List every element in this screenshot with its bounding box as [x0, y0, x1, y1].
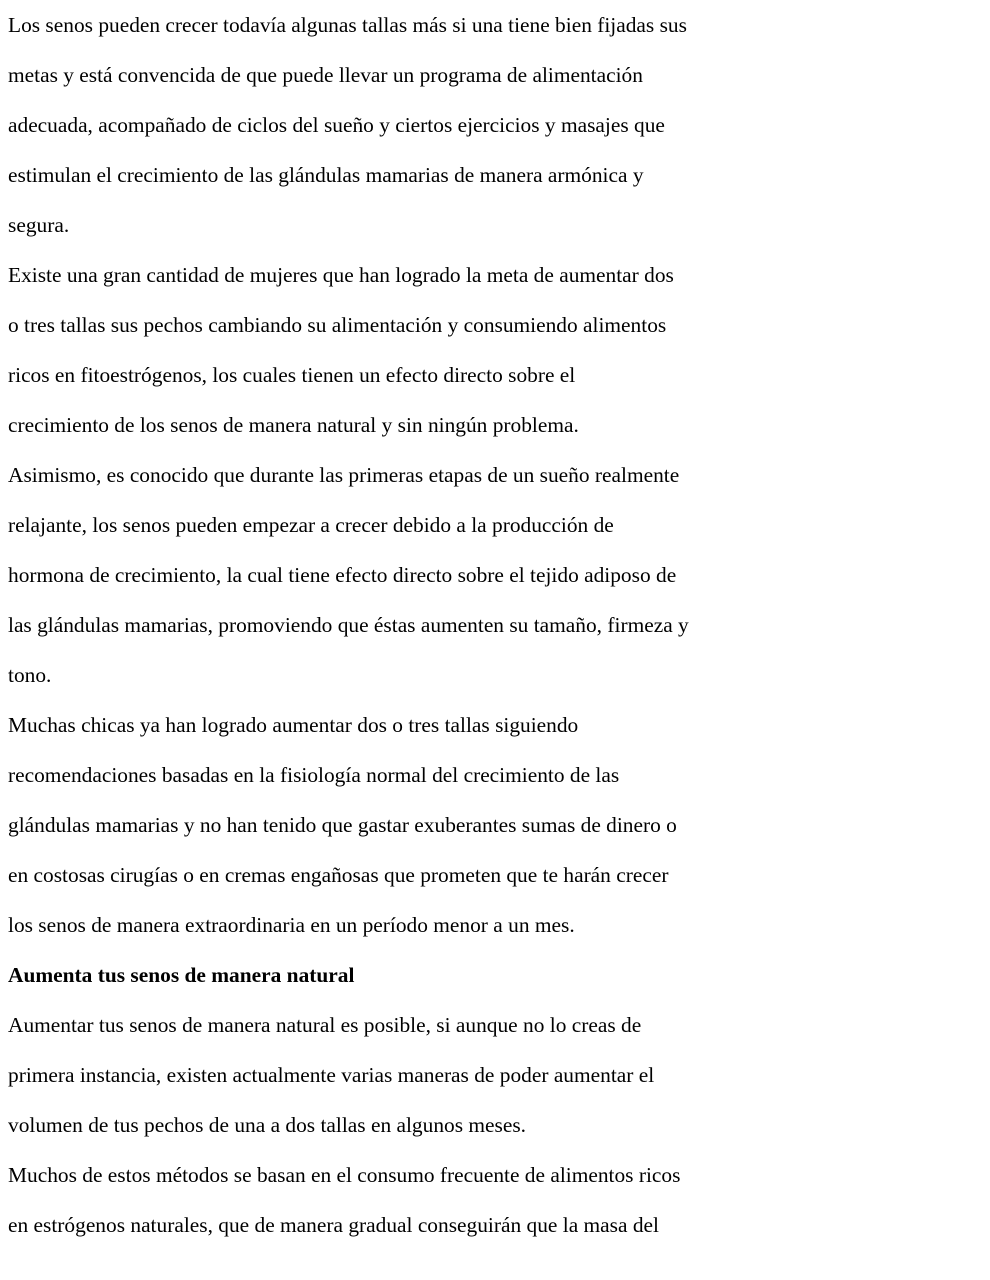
text-line: hormona de crecimiento, la cual tiene efecto directo sobre el tejido adiposo de [8, 563, 677, 587]
text-line: adecuada, acompañado de ciclos del sueño y ciertos ejercicios y masajes que [8, 113, 665, 137]
text-line: estimulan el crecimiento de las glándulas mamarias de manera armónica y [8, 163, 644, 187]
text-line: las glándulas mamarias, promoviendo que éstas aumenten su tamaño, firmeza y [8, 613, 689, 637]
text-line: Aumentar tus senos de manera natural es posible, si aunque no lo creas de [8, 1013, 642, 1037]
text-line: recomendaciones basadas en la fisiología normal del crecimiento de las [8, 763, 620, 787]
text-line: metas y está convencida de que puede llevar un programa de alimentación [8, 63, 643, 87]
text-line: Muchas chicas ya han logrado aumentar dos o tres tallas siguiendo [8, 713, 579, 737]
text-line: Asimismo, es conocido que durante las primeras etapas de un sueño realmente [8, 463, 680, 487]
text-line: crecimiento de los senos de manera natural y sin ningún problema. [8, 413, 579, 437]
text-line: Existe una gran cantidad de mujeres que han logrado la meta de aumentar dos [8, 263, 674, 287]
text-line: relajante, los senos pueden empezar a crecer debido a la producción de [8, 513, 614, 537]
text-line: en estrógenos naturales, que de manera gradual conseguirán que la masa del [8, 1213, 659, 1237]
text-line: o tres tallas sus pechos cambiando su alimentación y consumiendo alimentos [8, 313, 667, 337]
text-line: los senos de manera extraordinaria en un período menor a un mes. [8, 913, 575, 937]
text-line: Los senos pueden crecer todavía algunas tallas más si una tiene bien fijadas sus [8, 13, 687, 37]
text-line: tono. [8, 663, 52, 687]
text-line: Muchos de estos métodos se basan en el consumo frecuente de alimentos ricos [8, 1163, 681, 1187]
text-line: segura. [8, 213, 70, 237]
document-page [8, 0, 788, 1250]
text-line: en costosas cirugías o en cremas engañosas que prometen que te harán crecer [8, 863, 669, 887]
text-line: volumen de tus pechos de una a dos tallas en algunos meses. [8, 1113, 527, 1137]
text-line: ricos en fitoestrógenos, los cuales tienen un efecto directo sobre el [8, 363, 576, 387]
text-line: primera instancia, existen actualmente varias maneras de poder aumentar el [8, 1063, 655, 1087]
text-line: glándulas mamarias y no han tenido que gastar exuberantes sumas de dinero o [8, 813, 677, 837]
section-heading: Aumenta tus senos de manera natural [8, 963, 355, 987]
